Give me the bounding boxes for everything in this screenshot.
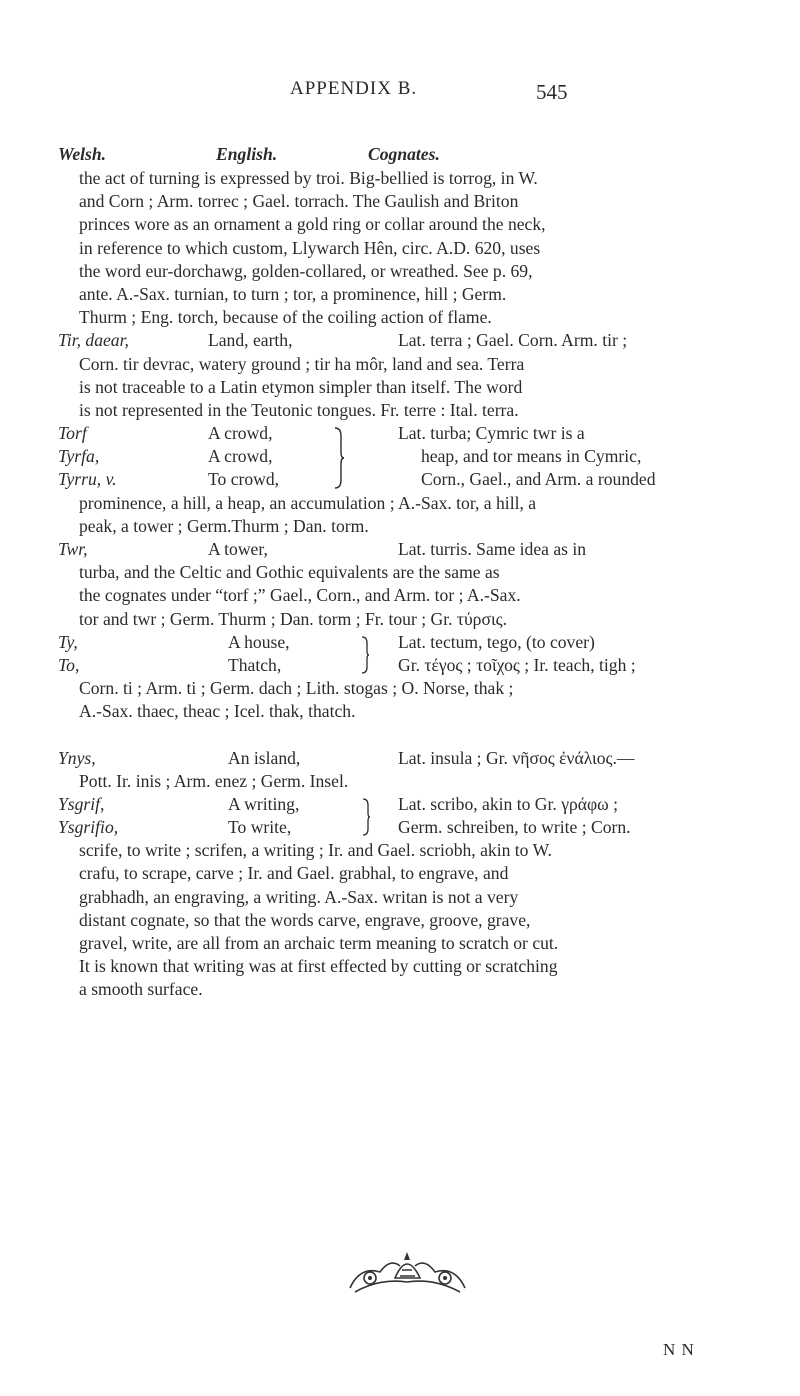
page-header [0, 78, 800, 118]
text-line: tor and twr ; Germ. Thurm ; Dan. torm ; Fr. tour ; Gr. τύρσις. [79, 608, 508, 629]
english-meaning: An island, [228, 747, 301, 768]
cognate-text: Corn., Gael., and Arm. a rounded [421, 469, 656, 490]
english-meaning: To crowd, [208, 469, 280, 490]
text-line: A.-Sax. thaec, theac ; Icel. thak, thatch. [79, 701, 356, 722]
column-heading-welsh: Welsh. [58, 144, 107, 164]
welsh-term: Ysgrifio, [58, 817, 119, 838]
entry-ynys [58, 747, 726, 793]
signature-mark: N N [663, 1340, 695, 1359]
text-line: crafu, to scrape, carve ; Ir. and Gael. grabhal, to engrave, and [79, 863, 509, 884]
text-line: peak, a tower ; Germ.Thurm ; Dan. torm. [79, 515, 369, 536]
cognate-text: heap, and tor means in Cymric, [421, 446, 642, 467]
welsh-term: Ysgrif, [58, 793, 105, 814]
cognate-text: Lat. scribo, akin to Gr. γράφω ; [398, 793, 618, 814]
paragraph-turning [58, 167, 726, 329]
text-line: gravel, write, are all from an archaic term meaning to scratch or cut. [79, 933, 559, 953]
text-line: the act of turning is expressed by troi. Big-bellied is torrog, in W. [79, 168, 538, 188]
english-meaning: Land, earth, [208, 330, 293, 351]
page-number: 545 [536, 80, 568, 104]
entry-ysgrif [58, 793, 726, 1002]
column-heading-cognates: Cognates. [368, 144, 440, 164]
running-title: APPENDIX B. [290, 78, 418, 99]
text-line: scrife, to write ; scrifen, a writing ; Ir. and Gael. scriobh, akin to W. [79, 840, 552, 861]
welsh-term: To, [58, 654, 80, 675]
page-body [58, 143, 726, 1002]
entry-ty [58, 631, 726, 724]
tailpiece-ornament-icon [340, 1248, 475, 1296]
welsh-term: Tyrru, v. [58, 469, 117, 490]
text-line: Pott. Ir. inis ; Arm. enez ; Germ. Insel. [79, 770, 349, 791]
text-line: Thurm ; Eng. torch, because of the coiling action of flame. [79, 307, 492, 328]
brace-icon [360, 635, 370, 675]
column-heading-english: English. [216, 144, 278, 164]
text-line: turba, and the Celtic and Gothic equivalents are the same as [79, 562, 500, 583]
entry-twr [58, 538, 726, 631]
text-line: ante. A.-Sax. turnian, to turn ; tor, a prominence, hill ; Germ. [79, 283, 507, 304]
welsh-term: Ynys, [58, 747, 96, 768]
cognate-text: Lat. terra ; Gael. Corn. Arm. tir ; [398, 330, 628, 351]
text-line: distant cognate, so that the words carve, engrave, groove, grave, [79, 909, 531, 930]
text-line: It is known that writing was at first effected by cutting or scratching [79, 956, 558, 977]
english-meaning: A writing, [228, 793, 300, 814]
english-meaning: A crowd, [208, 423, 273, 444]
english-meaning: A crowd, [208, 446, 273, 467]
text-line: is not represented in the Teutonic tongues. Fr. terre : Ital. terra. [79, 399, 519, 420]
welsh-term: Twr, [58, 539, 88, 559]
text-line: prominence, a hill, a heap, an accumulation ; A.-Sax. tor, a hill, a [79, 492, 537, 513]
brace-icon [361, 797, 371, 837]
welsh-term: Tir, daear, [58, 330, 129, 351]
english-meaning: Thatch, [228, 654, 282, 675]
text-line: the word eur-dorchawg, golden-collared, or wreathed. See p. 69, [79, 260, 533, 281]
entry-torf [58, 422, 726, 538]
cognate-text: Lat. insula ; Gr. νῆσος ἐνάλιος.— [398, 747, 635, 768]
text-line: grabhadh, an engraving, a writing. A.-Sax. writan is not a very [79, 886, 519, 907]
english-meaning: A house, [228, 631, 290, 652]
brace-icon [333, 426, 345, 490]
english-meaning: A tower, [208, 539, 268, 559]
text-line: princes wore as an ornament a gold ring or collar around the neck, [79, 214, 546, 235]
text-line: is not traceable to a Latin etymon simpler than itself. The word [79, 376, 523, 397]
english-meaning: To write, [228, 817, 292, 838]
text-line: the cognates under “torf ;” Gael., Corn., and Arm. tor ; A.-Sax. [79, 585, 521, 606]
cognate-text: Germ. schreiben, to write ; Corn. [398, 817, 631, 838]
welsh-term: Ty, [58, 631, 78, 652]
text-line: in reference to which custom, Llywarch Hên, circ. A.D. 620, uses [79, 237, 541, 258]
cognate-text: Lat. tectum, tego, (to cover) [398, 631, 595, 652]
text-line: Corn. tir devrac, watery ground ; tir ha môr, land and sea. Terra [79, 353, 525, 374]
text-line: and Corn ; Arm. torrec ; Gael. torrach. The Gaulish and Briton [79, 191, 519, 212]
entry-tir [58, 329, 726, 422]
welsh-term: Torf [58, 423, 87, 444]
text-line: Corn. ti ; Arm. ti ; Germ. dach ; Lith. stogas ; O. Norse, thak ; [79, 678, 514, 699]
cognate-text: Lat. turris. Same idea as in [398, 539, 587, 559]
welsh-term: Tyrfa, [58, 446, 100, 467]
text-line: a smooth surface. [79, 979, 203, 1000]
cognate-text: Gr. τέγος ; τοῖχος ; Ir. teach, tigh ; [398, 654, 636, 675]
cognate-text: Lat. turba; Cymric twr is a [398, 423, 585, 444]
column-headings [58, 143, 726, 167]
